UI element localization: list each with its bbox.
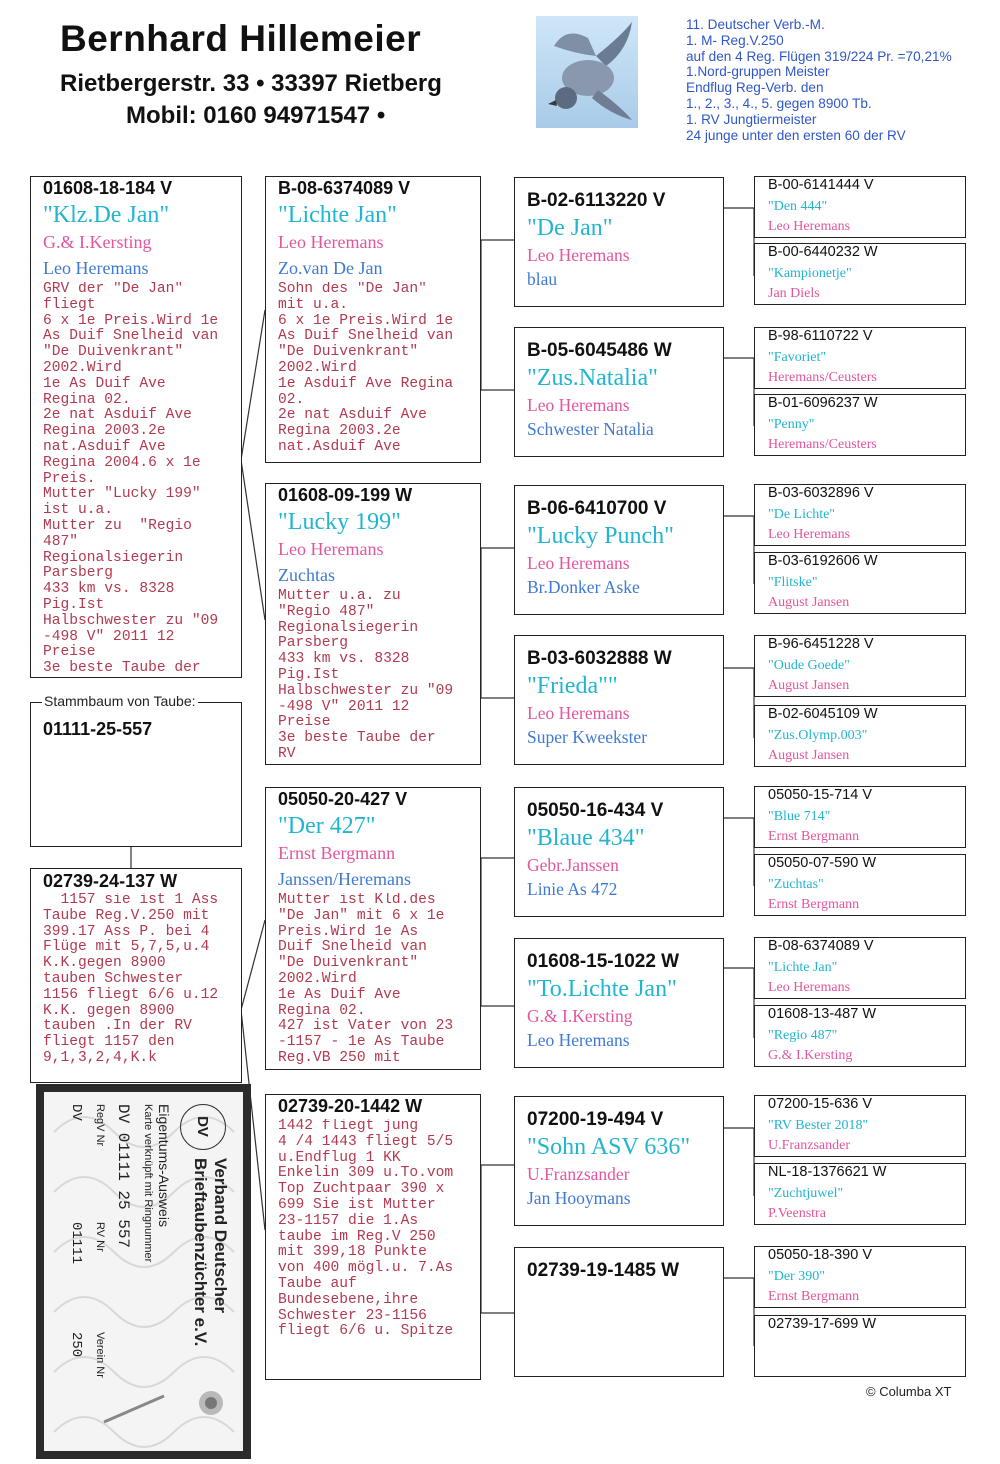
gen3-breeder: G.& I.Kersting xyxy=(527,1006,633,1026)
gen2-ring: 01608-09-199 W xyxy=(278,485,413,505)
sire-remarks: GRV der "De Jan" fliegt 6 x 1e Preis.Wird 1e As Duif Snelheid van "De Duivenkrant" 2002.Wird 1e As Duif Ave Regina 02. 2e nat Asduif Ave Regina 2003.2e nat.Asduif Ave Regina 2004.6 x 1e Preis. Mutter "Lucky 199" ist u.a. Mutter zu "Regio 487" Regionalsiegerin Parsberg 433 km vs. 8328 Pig.Ist Halbschwester zu "09 -498 V" 2011 12 Preise 3e beste Taube der xyxy=(43,282,219,676)
gen4-box xyxy=(754,1095,966,1157)
gen4-breeder: Ernst Bergmann xyxy=(768,829,860,844)
gen3-line: Schwester Natalia xyxy=(527,419,654,439)
gen3-breeder: Gebr.Janssen xyxy=(527,855,619,875)
card-subtitle: Karte verknüpft mit Ringnummer xyxy=(142,1104,154,1263)
dam-ring: 02739-24-137 W xyxy=(43,871,178,891)
gen2-box xyxy=(265,787,481,1070)
subject-box xyxy=(30,702,242,847)
card-regv-label: RegV Nr xyxy=(94,1104,106,1147)
gen4-ring: B-08-6374089 V xyxy=(768,938,874,954)
gen3-line: Leo Heremans xyxy=(527,1030,630,1050)
gen3-box xyxy=(514,787,724,917)
gen4-ring: 05050-15-714 V xyxy=(768,787,872,803)
sire-box xyxy=(30,176,242,678)
gen3-line: Linie As 472 xyxy=(527,879,618,899)
gen2-breeder: Leo Heremans xyxy=(278,539,384,559)
gen4-box xyxy=(754,635,966,697)
gen4-box xyxy=(754,176,966,238)
gen3-box xyxy=(514,1247,724,1377)
gen4-box xyxy=(754,394,966,456)
gen4-breeder: Leo Heremans xyxy=(768,527,851,542)
gen3-line: Br.Donker Aske xyxy=(527,577,640,597)
gen4-box xyxy=(754,1315,966,1377)
gen2-ring: B-08-6374089 V xyxy=(278,178,411,198)
gen4-name: "Penny" xyxy=(768,417,815,432)
gen4-name: "Zuchtjuwel" xyxy=(768,1186,844,1201)
gen3-breeder: U.Franzsander xyxy=(527,1164,630,1184)
gen4-ring: B-01-6096237 W xyxy=(768,395,878,411)
gen2-breeder: Ernst Bergmann xyxy=(278,843,396,863)
gen3-name: "Lucky Punch" xyxy=(527,523,674,549)
subject-label: Stammbaum von Taube: xyxy=(44,693,196,709)
gen4-name: "Zuchtas" xyxy=(768,877,824,892)
gen2-ring: 05050-20-427 V xyxy=(278,789,408,809)
gen2-line: Zo.van De Jan xyxy=(278,258,383,278)
card-body xyxy=(44,1092,243,1451)
card-ring: DV 01111 25 557 xyxy=(114,1104,132,1249)
gen2-breeder: Leo Heremans xyxy=(278,232,384,252)
gen4-box xyxy=(754,705,966,767)
gen4-breeder: Leo Heremans xyxy=(768,980,851,995)
achievement: Endflug Reg-Verb. den xyxy=(686,80,824,96)
gen4-box xyxy=(754,552,966,614)
gen4-ring: B-03-6032896 V xyxy=(768,485,874,501)
gen4-box xyxy=(754,1246,966,1308)
gen2-box xyxy=(265,483,481,765)
gen4-ring: B-00-6440232 W xyxy=(768,244,878,260)
gen3-breeder: Leo Heremans xyxy=(527,703,630,723)
card-org-line1: Verband Deutscher xyxy=(211,1158,230,1313)
gen2-line: Zuchtas xyxy=(278,565,335,585)
card-rv-value: 01111 xyxy=(68,1222,84,1265)
card-rv-label: RV Nr xyxy=(94,1222,106,1252)
gen4-name: "Zus.Olymp.003" xyxy=(768,728,868,743)
sire-breeder: G.& I.Kersting xyxy=(43,232,152,252)
gen3-line: blau xyxy=(527,269,558,289)
gen4-breeder: G.& I.Kersting xyxy=(768,1048,853,1063)
gen4-breeder: August Jansen xyxy=(768,748,850,763)
gen3-box xyxy=(514,327,724,457)
gen4-ring: 05050-07-590 W xyxy=(768,855,877,871)
ownership-card xyxy=(36,1084,251,1459)
sire-name: "Klz.De Jan" xyxy=(43,202,170,228)
gen4-ring: NL-18-1376621 W xyxy=(768,1164,887,1180)
gen4-breeder: P.Veenstra xyxy=(768,1206,826,1221)
gen4-breeder: August Jansen xyxy=(768,678,850,693)
gen3-name: "To.Lichte Jan" xyxy=(527,976,677,1002)
gen2-name: "Lucky 199" xyxy=(278,509,401,535)
gen2-name: "Lichte Jan" xyxy=(278,202,397,228)
dam-box xyxy=(30,868,242,1083)
gen4-breeder: Leo Heremans xyxy=(768,219,851,234)
gen3-ring: B-03-6032888 W xyxy=(527,648,672,669)
gen4-breeder: U.Franzsander xyxy=(768,1138,851,1153)
gen4-name: "Favoriet" xyxy=(768,350,827,365)
gen4-name: "Lichte Jan" xyxy=(768,960,838,975)
gen4-breeder: Heremans/Ceusters xyxy=(768,437,877,452)
gen3-ring: B-02-6113220 V xyxy=(527,190,666,211)
gen3-breeder: Leo Heremans xyxy=(527,553,630,573)
gen4-ring: B-03-6192606 W xyxy=(768,553,878,569)
sire-line: Leo Heremans xyxy=(43,258,149,278)
achievement: 1. M- Reg.V.250 xyxy=(686,32,784,48)
gen3-breeder: Leo Heremans xyxy=(527,395,630,415)
gen4-ring: B-00-6141444 V xyxy=(768,177,874,193)
breeder-mobile: Mobil: 0160 94971547 • xyxy=(126,102,386,129)
gen2-box xyxy=(265,176,481,463)
gen2-remarks: 1442 fliegt jung 4 /4 1443 fliegt 5/5 u.Endflug 1 KK Enkelin 309 u.To.vom Top Zuchtpaar 390 x 699 Sie ist Mutter 23-1157 die 1.As taube im Reg.V 250 mit 399,18 Punkte von 400 mögl.u. 7.As Taube auf Bundesebene,ihre Schwester 23-1156 fliegt 6/6 u. Spitze xyxy=(278,1119,454,1340)
breeder-address: Rietbergerstr. 33 • 33397 Rietberg xyxy=(60,70,442,97)
gen3-line: Jan Hooymans xyxy=(527,1188,631,1208)
gen3-box xyxy=(514,635,724,765)
gen4-name: "Oude Goede" xyxy=(768,658,850,673)
gen4-box xyxy=(754,484,966,546)
gen4-breeder: Ernst Bergmann xyxy=(768,1289,860,1304)
achievement: 11. Deutscher Verb.-M. xyxy=(686,17,825,32)
gen4-box xyxy=(754,1005,966,1067)
achievement: 24 junge unter den ersten 60 der RV xyxy=(686,127,906,143)
gen3-ring: 07200-19-494 V xyxy=(527,1109,664,1130)
gen2-ring: 02739-20-1442 W xyxy=(278,1096,423,1116)
gen4-ring: 02739-17-699 W xyxy=(768,1316,877,1332)
subject-ring: 01111-25-557 xyxy=(43,719,153,739)
card-verein-label: Verein Nr xyxy=(94,1332,106,1378)
gen4-name: "Regio 487" xyxy=(768,1028,838,1043)
gen4-name: "Flitske" xyxy=(768,575,818,590)
achievement: 1.Nord-gruppen Meister xyxy=(686,64,830,80)
gen3-box xyxy=(514,1096,724,1226)
gen4-name: "Der 390" xyxy=(768,1269,825,1284)
gen3-name: "De Jan" xyxy=(527,215,613,241)
gen4-name: "De Lichte" xyxy=(768,507,836,522)
gen3-box xyxy=(514,177,724,307)
gen4-name: "Kampionetje" xyxy=(768,266,852,281)
gen2-remarks: Sohn des "De Jan" mit u.a. 6 x 1e Preis.Wird 1e As Duif Snelheid van "De Duivenkrant" 2002.Wird 1e Asduif Ave Regina 02. 2e nat Asduif Ave Regina 2003.2e nat.Asduif Ave xyxy=(278,282,454,455)
dv-logo-icon: DV xyxy=(180,1104,226,1150)
gen3-name: "Blaue 434" xyxy=(527,825,645,851)
gen3-ring: B-06-6410700 V xyxy=(527,498,667,519)
gen4-box xyxy=(754,786,966,848)
gen2-box xyxy=(265,1094,481,1380)
sire-ring: 01608-18-184 V xyxy=(43,178,173,198)
gen4-ring: 05050-18-390 V xyxy=(768,1247,872,1263)
gen2-line: Janssen/Heremans xyxy=(278,869,411,889)
gen3-box xyxy=(514,938,724,1068)
gen3-ring: 01608-15-1022 W xyxy=(527,951,680,972)
gen2-remarks: Mutter u.a. zu "Regio 487" Regionalsiegerin Parsberg 433 km vs. 8328 Pig.Ist Halbschwester zu "09 -498 V" 2011 12 Preise 3e beste Taube der RV xyxy=(278,589,454,761)
hologram-icon xyxy=(196,1388,226,1418)
gen3-name: "Sohn ASV 636" xyxy=(527,1134,691,1160)
achievement: 1. RV Jungtiermeister xyxy=(686,111,817,127)
dam-remarks: 1157 sie ist 1 Ass Taube Reg.V.250 mit 399.17 Ass P. bei 4 Flüge mit 5,7,5,u.4 K.K.gegen 8900 tauben Schwester 1156 fliegt 6/6 u.12 K.K. gegen 8900 tauben .In der RV fliegt 1157 den 9,1,3,2,4,K.k xyxy=(43,893,219,1066)
gen4-name: "Den 444" xyxy=(768,199,828,214)
card-regv-value: DV xyxy=(68,1104,84,1121)
gen3-name: "Frieda"" xyxy=(527,673,618,699)
gen4-name: "RV Bester 2018" xyxy=(768,1118,869,1133)
gen4-box xyxy=(754,1163,966,1225)
gen4-box xyxy=(754,937,966,999)
gen3-breeder: Leo Heremans xyxy=(527,245,630,265)
gen4-box xyxy=(754,327,966,389)
gen4-breeder: Heremans/Ceusters xyxy=(768,370,877,385)
gen4-ring: 01608-13-487 W xyxy=(768,1006,877,1022)
copyright: © Columba XT xyxy=(866,1384,952,1399)
gen4-breeder: August Jansen xyxy=(768,595,850,610)
gen4-ring: 07200-15-636 V xyxy=(768,1096,872,1112)
gen2-name: "Der 427" xyxy=(278,813,376,839)
gen4-box xyxy=(754,243,966,305)
achievement: auf den 4 Reg. Flügen 319/224 Pr. =70,21% xyxy=(686,48,952,64)
gen3-ring: 05050-16-434 V xyxy=(527,800,664,821)
gen4-box xyxy=(754,854,966,916)
gen4-ring: B-98-6110722 V xyxy=(768,328,873,344)
gen3-line: Super Kweekster xyxy=(527,727,648,747)
gen3-name: "Zus.Natalia" xyxy=(527,365,658,391)
gen4-breeder: Jan Diels xyxy=(768,286,820,301)
card-title: Eigentums-Ausweis xyxy=(156,1104,172,1227)
gen3-ring: B-05-6045486 W xyxy=(527,340,672,361)
gen3-box xyxy=(514,485,724,615)
gen3-ring: 02739-19-1485 W xyxy=(527,1260,680,1281)
achievement: 1., 2., 3., 4., 5. gegen 8900 Tb. xyxy=(686,95,872,111)
gen4-breeder: Ernst Bergmann xyxy=(768,897,860,912)
card-verein-value: 250 xyxy=(68,1332,84,1358)
gen4-ring: B-02-6045109 W xyxy=(768,706,878,722)
gen4-name: "Blue 714" xyxy=(768,809,831,824)
gen4-ring: B-96-6451228 V xyxy=(768,636,874,652)
gen2-remarks: Mutter ist Kld.des "De Jan" mit 6 x 1e Preis.Wird 1e As Duif Snelheid van "De Duivenkrant" 2002.Wird 1e As Duif Ave Regina 02. 427 ist Vater von 23 -1157 - 1e As Taube Reg.VB 250 mit xyxy=(278,893,454,1066)
card-org-line2: Brieftaubenzüchter e.V. xyxy=(191,1158,210,1347)
breeder-name: Bernhard Hillemeier xyxy=(60,18,422,59)
